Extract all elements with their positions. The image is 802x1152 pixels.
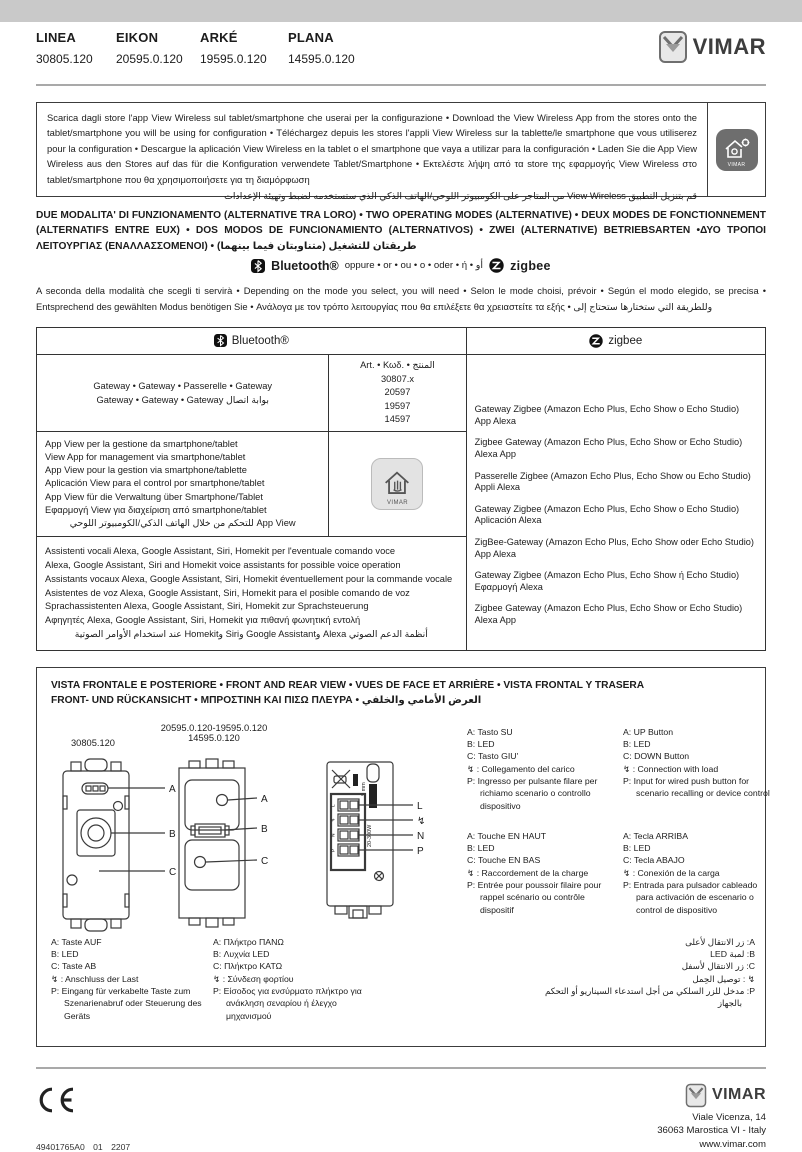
bluetooth-label: Bluetooth® xyxy=(271,258,339,273)
brand-arke xyxy=(200,30,266,66)
label-c: C xyxy=(261,855,269,867)
brand-name: PLANA xyxy=(288,30,334,45)
front-rear-heading-line2: FRONT- UND RÜCKANSICHT • ΜΠΡΟΣΤΙΝΗ ΚΑΙ ΠΙΣΩ ΠΛΕΥΡΑ • العرض الأمامي والخلفي xyxy=(51,695,482,707)
zigbee-icon xyxy=(589,334,603,348)
load-rating-label: 20-300W xyxy=(367,824,373,847)
bluetooth-icon xyxy=(251,259,265,273)
front-rear-heading-line1: VISTA FRONTALE E POSTERIORE • FRONT AND REAR VIEW • VUES DE FACE ET ARRIÈRE • VISTA FRONTAL Y TRASERA xyxy=(51,679,645,691)
device2-code-line1: 20595.0.120-19595.0.120 xyxy=(160,722,268,733)
view-wireless-app-icon xyxy=(716,129,758,171)
terminal-p-mark: P xyxy=(331,848,337,852)
zigbee-icon xyxy=(489,258,504,273)
bluetooth-column-header xyxy=(37,327,467,354)
brand-eikon xyxy=(116,30,183,66)
device-front-eikon-drawing xyxy=(173,756,277,936)
label-b: B xyxy=(261,823,268,835)
zigbee-header-label: zigbee xyxy=(608,334,643,347)
label-c: C xyxy=(169,866,177,878)
device-rear-drawing xyxy=(323,752,433,932)
footer-vimar-logo xyxy=(657,1083,766,1108)
app-icon-caption: VIMAR xyxy=(727,161,746,168)
app-icon-caption: VIMAR xyxy=(386,500,408,507)
brand-name: EIKON xyxy=(116,30,159,45)
gateway-cell: Gateway • Gateway • Passerelle • Gateway Gateway • Gateway • Gateway بوابة اتصال xyxy=(37,354,329,431)
label-l: L xyxy=(417,800,423,812)
vimar-logo-icon xyxy=(685,1083,707,1108)
label-load: ↯ xyxy=(417,815,426,827)
bluetooth-or-zigbee-line xyxy=(36,258,766,273)
device2-code-line2: 14595.0.120 xyxy=(188,732,240,743)
view-app-icon-cell xyxy=(329,431,466,536)
download-instructions xyxy=(37,103,707,202)
brand-code: 30805.120 xyxy=(36,52,93,66)
label-a: A xyxy=(261,793,268,805)
label-p: P xyxy=(417,845,424,857)
legend-es: A: Tecla ARRIBA B: LED C: Tecla ABAJO ↯ : Conexión de la carga P: Entrada para pulsador cableado para activación de escenario o control de dispositivo xyxy=(623,830,758,915)
document-code: 49401765A0 01 2207 xyxy=(36,1141,131,1152)
legend-el: A: Πλήκτρο ΠΑΝΩ B: Λυχνία LED C: Πλήκτρο ΚΑΤΩ ↯ : Σύνδεση φορτίου P: Είσοδος για ενσύρματο πλήκτρο για ανάκληση σεναρίου ή έλεγχο μηχανισμού xyxy=(213,936,362,1021)
document-page xyxy=(0,30,802,1152)
website: www.vimar.com xyxy=(699,1138,766,1150)
download-instructions-box xyxy=(36,102,766,202)
terminal-l-mark: L xyxy=(331,804,337,807)
zigbee-label: zigbee xyxy=(510,258,551,273)
bluetooth-header-label: Bluetooth® xyxy=(231,334,289,347)
vimar-logo-text: VIMAR xyxy=(711,1086,766,1104)
legend-it: A: Tasto SU B: LED C: Tasto GIU' ↯ : Collegamento del carico P: Ingresso per pulsante filare per richiamo scenario o controllo dispositivo xyxy=(467,726,598,811)
address-line2: 36063 Marostica VI - Italy xyxy=(657,1125,766,1137)
modes-heading: DUE MODALITA' DI FUNZIONAMENTO (ALTERNATIVE TRA LORO) • TWO OPERATING MODES (ALTERNATIVE) • DEUX MODES DE FONCTIONNEMENT (ALTERNATIFS ENTRE EUX) • DOS MODOS DE FUNCIONAMIENTO (ALTERNATIVOS) • ZWEI (ALTERNATIVE) BETRIEBSARTEN •ΔΥΟ ΤΡΟΠΟΙ ΛΕΙΤΟΥΡΓΙΑΣ (ΕΝΑΛΛΑΣΣΟΜΕΝΟΙ) • طريقتان للتشغيل (متناوبتان فيما بينهما) xyxy=(36,210,766,252)
legend-ar: A: زر الانتقال لأعلى B: لمبة LED C: زر الانتقال لأسفل ↯ : توصيل الحِمل P: مدخل للزر السلكي من أجل استدعاء السيناريو أو التحكم بالجهاز xyxy=(544,936,755,1009)
header-divider xyxy=(36,84,766,86)
voice-assistants-cell: Assistenti vocali Alexa, Google Assistant, Siri, Homekit per l'eventuale comando voce Alexa, Google Assistant, Siri and Homekit voice assistants for possible voice operation Assistants vocaux Alexa, Google Assistant, Siri, Homekit éventuellement pour la commande vocale Asistentes de voz Alexa, Google Assistant, Siri, Homekit para el posible comando de voz Sprachassistenten Alexa, Google Assistant, Siri, Homekit zur Sprachsteuerung Αφηγητές Alexa, Google Assistant, Siri, Homekit για πιθανή φωνητική εντολή أنظمة الدعم الصوتي Alexa وGoogle Assistant وSiri وHomekit عند استخدام الأوامر الصوتية xyxy=(37,537,467,651)
house-gear-icon xyxy=(722,136,752,164)
view-app-icon xyxy=(371,458,423,510)
front-rear-view-box xyxy=(36,667,770,1047)
strip-length-label: 5 mm xyxy=(361,782,367,796)
brand-code: 20595.0.120 xyxy=(116,52,183,66)
or-words: oppure • or • ou • o • oder • ή • أو xyxy=(344,260,484,272)
app-view-cell: App View per la gestione da smartphone/tablet View App for management via smartphone/tablet App View pour la gestion via smartphone/tablette Aplicación View para el control por smartphone/tablet App View für die Verwaltung über Smartphone/Tablet Εφαρμογή View για διαχείριση από smartphone/tablet App View للتحكم من خلال الهاتف الذكي/الكومبيوتر اللوحي xyxy=(37,431,329,536)
brand-code: 19595.0.120 xyxy=(200,52,267,66)
vimar-logo-text: VIMAR xyxy=(692,34,766,59)
address-line1: Viale Vicenza, 14 xyxy=(692,1111,766,1123)
top-gray-bar xyxy=(0,0,802,22)
legend-en: A: UP Button B: LED C: DOWN Button ↯ : Connection with load P: Input for wired push button for scenario recalling or device control xyxy=(623,726,770,799)
vimar-logo-icon xyxy=(658,30,688,64)
footer-right xyxy=(657,1083,766,1152)
footer xyxy=(36,1083,766,1152)
zigbee-column-header xyxy=(466,327,765,354)
brand-linea xyxy=(36,30,94,66)
brand-code: 14595.0.120 xyxy=(288,52,355,66)
ce-mark-icon xyxy=(36,1085,76,1115)
bluetooth-icon xyxy=(214,334,227,347)
device-front-linea-drawing xyxy=(55,756,185,936)
download-instructions-text-ar: قم بتنزيل التطبيق View Wireless من المتاجر على الكومبيوتر اللوحي/الهاتف الذكي الذي ستستخدمه لضبط وتهيئة الإعدادات xyxy=(224,190,697,202)
bluetooth-zigbee-table xyxy=(36,327,766,651)
footer-left xyxy=(36,1083,130,1152)
label-b: B xyxy=(169,828,176,840)
legend-fr: A: Touche EN HAUT B: LED C: Touche EN BAS ↯ : Raccordement de la charge P: Entrée pour poussoir filaire pour rappel scénario ou contrôle dispositif xyxy=(467,830,602,915)
front-rear-heading xyxy=(37,668,765,709)
footer-divider xyxy=(36,1067,766,1069)
label-n: N xyxy=(417,830,425,842)
house-hand-icon xyxy=(380,468,414,500)
brand-name: LINEA xyxy=(36,30,76,45)
vimar-logo xyxy=(658,30,766,64)
device2-code-label xyxy=(149,723,279,743)
art-codes-cell: Art. • Κωδ. • المنتج 30807.x 20597 19597 14597 xyxy=(329,354,466,431)
depending-text: A seconda della modalità che scegli ti servirà • Depending on the mode you select, you will need • Selon le mode choisi, prévoir • Según el modo elegido, se precisa • Entsprechend des gewählten Modus benötigen Sie • Ανάλογα με τον τρόπο λειτουργίας που θα επιλέξετε θα χρειαστείτε τα εξής • وللطريقة التي ستختارها ستحتاج إلى xyxy=(36,285,766,313)
terminal-n-mark: N xyxy=(331,833,337,837)
terminal-load-mark: ↯ xyxy=(331,817,337,822)
brand-name: ARKÉ xyxy=(200,30,238,45)
device1-code-label: 30805.120 xyxy=(71,737,115,748)
brand-plana xyxy=(288,30,355,66)
legend-de: A: Taste AUF B: LED C: Taste AB ↯ : Anschluss der Last P: Eingang für verkabelte Taste zum Szenarienabruf oder Steuerung des Geräts xyxy=(51,936,202,1021)
download-instructions-text: Scarica dagli store l'app View Wireless sul tablet/smartphone che userai per la configurazione • Download the View Wireless App from the stores onto the tablet/smartphone you will be using for configuration • Téléchargez depuis les stores l'appli View Wireless sur la tablette/le smartphone que vous utiliserez pour la configuration • Descargue la aplicación View Wireless en la tablet o el smartphone que vaya a utilizar para la configuración • Laden Sie die App View Wireless aus den Stores auf das für die Konfiguration verwendete Tablet/Smartphone • Εκτελέστε λήψη από τα store της εφαρμογής View Wireless στο tablet/smartphone που θα χρησιμοποιήσετε για τη διαμόρφωση xyxy=(47,112,697,185)
zigbee-solutions-cell: Gateway Zigbee (Amazon Echo Plus, Echo Show o Echo Studio) App Alexa Zigbee Gateway (Amazon Echo Plus, Echo Show or Echo Studio) Alexa App Passerelle Zigbee (Amazon Echo Plus, Echo Show ou Echo Studio) Appli Alexa Gateway Zigbee (Amazon Echo Plus, Echo Show o Echo Studio) Aplicación Alexa ZigBee-Gateway (Amazon Echo Plus, Echo Show oder Echo Studio) App Alexa Gateway Zigbee (Amazon Echo Plus, Echo Show ή Echo Studio) Εφαρμογή Alexa Zigbee Gateway (Amazon Echo Plus, Echo Show or Echo Studio) Alexa App xyxy=(466,354,765,650)
label-a: A xyxy=(169,783,176,795)
header xyxy=(36,30,766,72)
app-icon-cell xyxy=(707,103,765,196)
